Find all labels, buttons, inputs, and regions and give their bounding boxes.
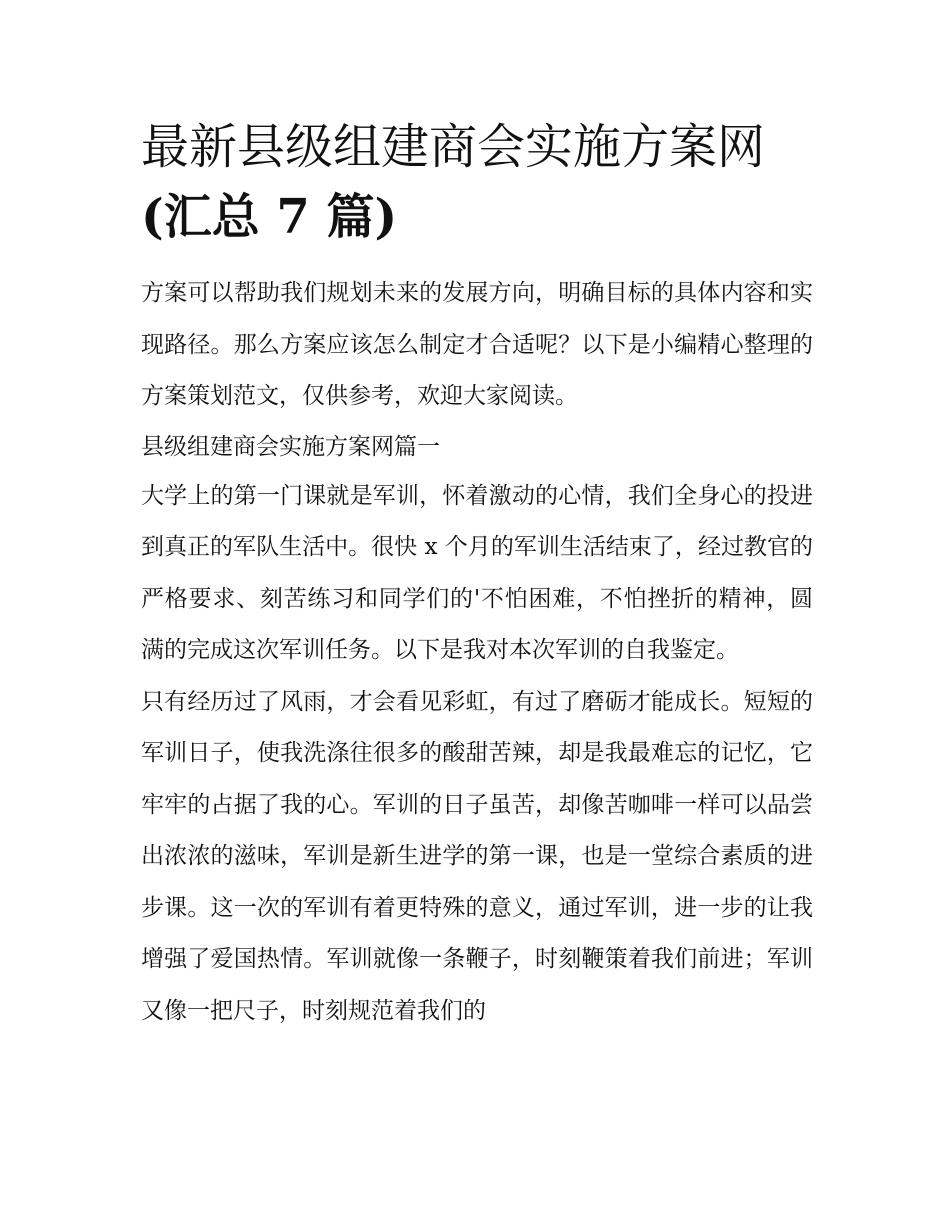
body-paragraph-1: 大学上的第一门课就是军训，怀着激动的心情，我们全身心的投进到真正的军队生活中。很快 x 个月的军训生活结束了，经过教官的严格要求、刻苦练习和同学们的'不怕困难，不怕挫折的精神，圆满的完成这次军训任务。以下是我对本次军训的自我鉴定。 — [141, 482, 813, 663]
title-line-2: (汇总 7 篇) — [141, 189, 398, 245]
title-line-1: 最新县级组建商会实施方案网 — [141, 119, 766, 175]
intro-paragraph: 方案可以帮助我们规划未来的发展方向，明确目标的具体内容和实现路径。那么方案应该怎么制定才合适呢？以下是小编精心整理的方案策划范文，仅供参考，欢迎大家阅读。 — [141, 280, 813, 409]
document-page — [141, 112, 813, 1037]
section-heading: 县级组建商会实施方案网篇一 — [141, 433, 440, 460]
document-body — [141, 268, 813, 1037]
document-title — [141, 112, 813, 252]
body-paragraph-2: 只有经历过了风雨，才会看见彩虹，有过了磨砺才能成长。短短的军训日子，使我洗涤往很多的酸甜苦辣，却是我最难忘的记忆，它牢牢的占据了我的心。军训的日子虽苦，却像苦咖啡一样可以品尝出浓浓的滋味，军训是新生进学的第一课，也是一堂综合素质的进步课。这一次的军训有着更特殊的意义，通过军训，进一步的让我增强了爱国热情。军训就像一条鞭子，时刻鞭策着我们前进；军训又像一把尺子，时刻规范着我们的 — [141, 688, 813, 1024]
